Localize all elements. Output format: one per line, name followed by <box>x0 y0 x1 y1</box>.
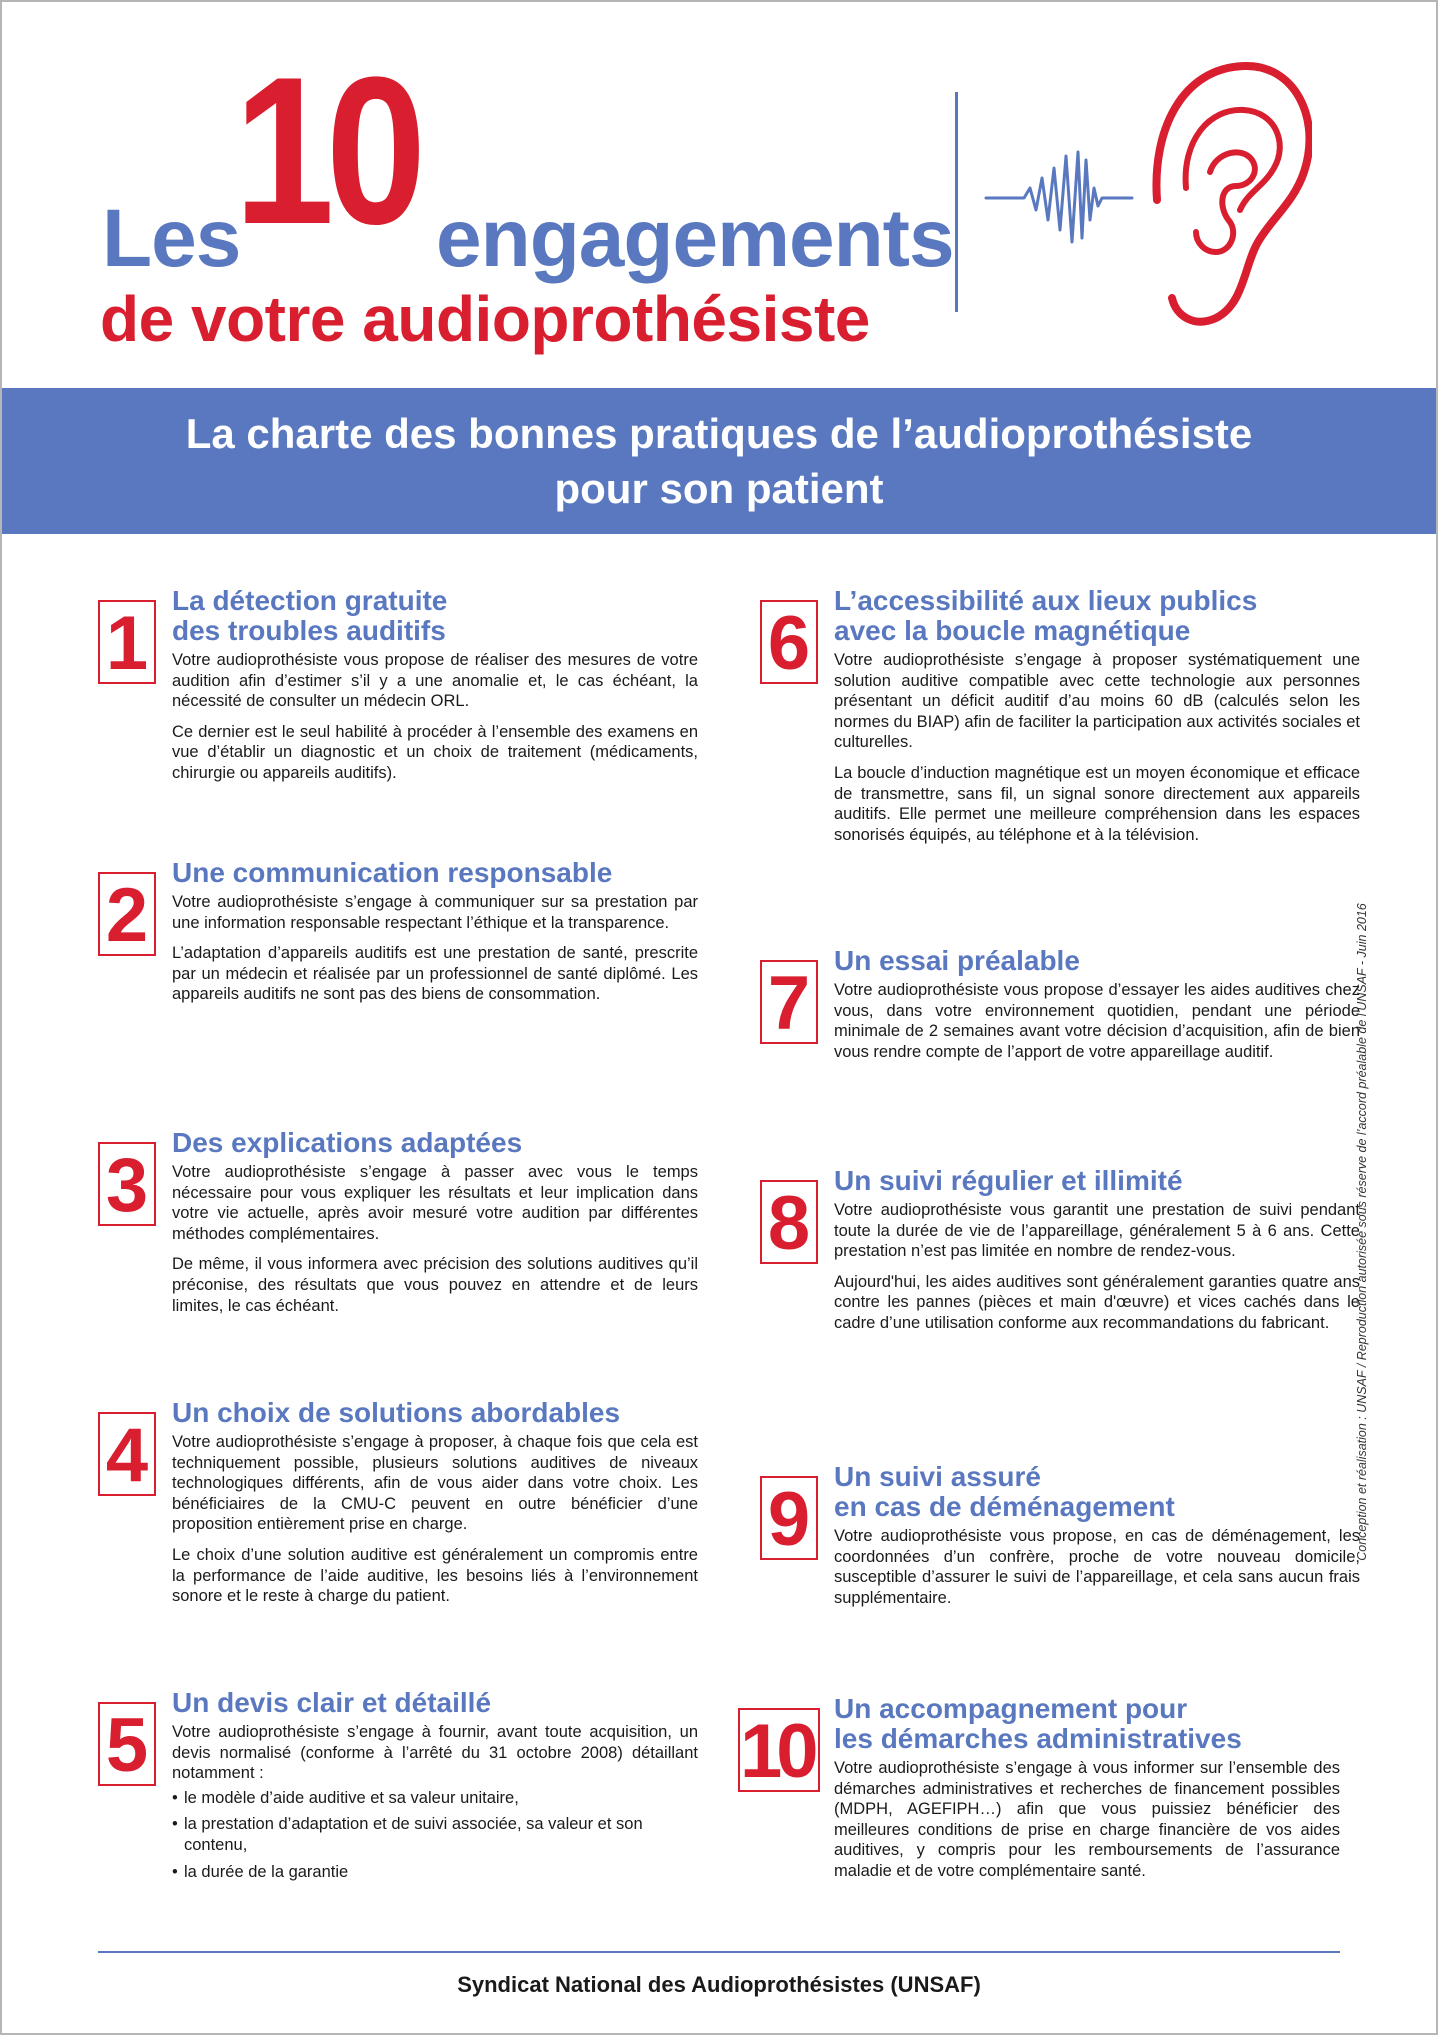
item-title <box>834 1166 1360 1196</box>
item-number-box: 3 <box>98 1142 156 1226</box>
item-bullet: • la durée de la garantie <box>172 1862 698 1883</box>
item-title-line: Une communication responsable <box>172 857 613 888</box>
item-title-line: avec la boucle magnétique <box>834 615 1191 646</box>
item-title <box>172 1398 698 1428</box>
item-text <box>172 1162 698 1316</box>
item-text <box>834 980 1360 1062</box>
item-text <box>834 650 1360 845</box>
item-number-box: 7 <box>760 960 818 1044</box>
item-title <box>834 1462 1360 1522</box>
item-paragraph: Votre audioprothésiste s’engage à vous informer sur l’ensemble des démarches administratives et recherches de financement possibles (MDPH, AGEFIPH…) afin que vous puissiez bénéficier des meilleures conditions de prise en charge financière de vos aides auditives, y compris pour les remboursements de l’assurance maladie et de votre complémentaire santé. <box>834 1759 1340 1880</box>
item-text <box>172 1722 698 1882</box>
item-title-line: Un essai préalable <box>834 945 1080 976</box>
item-paragraph: Votre audioprothésiste vous garantit une prestation de suivi pendant toute la durée de vie de l’appareillage, généralement 5 à 6 ans. Cette prestation n’est pas limitée en nombre de rendez-vous. <box>834 1201 1360 1261</box>
item-text <box>172 1432 698 1607</box>
item-title-line: L’accessibilité aux lieux publics <box>834 585 1258 616</box>
item-paragraph: Votre audioprothésiste s’engage à proposer systématiquement une solution auditive compatible avec cette technologie aux personnes présentant un déficit auditif d’au moins 60 dB (calculés selon les normes du BIAP) afin de faciliter la participation aux activités sociales et culturelles. <box>834 651 1360 752</box>
item-title <box>172 1688 698 1718</box>
item-paragraph: Ce dernier est le seul habilité à procéder à l’ensemble des examens en vue d’établir un diagnostic et un choix de traitement (médicaments, chirurgie ou appareils auditifs). <box>172 722 698 782</box>
item-title <box>172 586 698 646</box>
item-paragraph: L’adaptation d’appareils auditifs est une prestation de santé, prescrite par un médecin et réalisée par un professionnel de santé diplômé. Les appareils auditifs ne sont pas des biens de consommation. <box>172 944 698 1004</box>
item-title-line: Un choix de solutions abordables <box>172 1397 621 1428</box>
item-paragraph: Votre audioprothésiste s’engage à fournir, avant toute acquisition, un devis normalisé (conforme à l’arrêté du 31 octobre 2008) détaillant notamment : <box>172 1723 698 1783</box>
item-title-line: Un accompagnement pour <box>834 1693 1188 1724</box>
item-title-line: La détection gratuite <box>172 585 448 616</box>
item-bullet-list <box>172 1788 698 1882</box>
item-number-box: 2 <box>98 872 156 956</box>
item-title-line: des troubles auditifs <box>172 615 446 646</box>
item-paragraph: Votre audioprothésiste vous propose de réaliser des mesures de votre audition afin d’estimer s’il y a une anomalie et, le cas échéant, la nécessité de consulter un médecin ORL. <box>172 651 698 711</box>
poster-title <box>98 33 954 355</box>
side-credit: Conception et réalisation : UNSAF / Reproduction autorisée sous réserve de l’accord préalable de l’UNSAF - Juin 2016 <box>1355 903 1369 1561</box>
item-body <box>172 1398 698 1617</box>
soundwave-icon <box>986 152 1132 242</box>
item-number-box: 9 <box>760 1476 818 1560</box>
item-number-box: 6 <box>760 600 818 684</box>
item-title <box>834 1694 1340 1754</box>
item-title-line: en cas de déménagement <box>834 1491 1175 1522</box>
item-paragraph: De même, il vous informera avec précision des solutions auditives qu’il préconise, des résultats que vous pouvez en attendre et de leurs limites, le cas échéant. <box>172 1255 698 1315</box>
item-paragraph: Aujourd'hui, les aides auditives sont généralement garanties quatre ans contre les pannes (pièces et main d'œuvre) et vices cachés dans le cadre d’une utilisation conforme aux recommandations du fabricant. <box>834 1272 1360 1332</box>
item-body <box>834 586 1360 855</box>
item-body <box>834 946 1360 1072</box>
item-paragraph: Votre audioprothésiste vous propose d’essayer les aides auditives chez vous, dans votre environnement quotidien, pendant une période minimale de 2 semaines avant votre décision d’acquisition, afin de bien vous rendre compte de l’apport de votre appareillage auditif. <box>834 981 1360 1061</box>
item-paragraph: Votre audioprothésiste s’engage à passer avec vous le temps nécessaire pour vous expliquer les résultats et leur implication dans votre vie actuelle, après avoir mesuré votre audition par différentes méthodes complémentaires. <box>172 1163 698 1243</box>
item-title-line: Un suivi assuré <box>834 1461 1041 1492</box>
item-title-line: Des explications adaptées <box>172 1127 523 1158</box>
item-number-box: 5 <box>98 1702 156 1786</box>
item-body <box>172 586 698 794</box>
item-title-line: Un devis clair et détaillé <box>172 1687 492 1718</box>
item-number-box: 1 <box>98 600 156 684</box>
item-bullet: • le modèle d’aide auditive et sa valeur unitaire, <box>172 1788 698 1809</box>
item-body <box>172 858 698 1015</box>
title-subtitle: de votre audioprothésiste <box>100 283 870 355</box>
item-number-box: 10 <box>738 1708 820 1792</box>
item-paragraph: Votre audioprothésiste vous propose, en cas de déménagement, les coordonnées d’un confrère, proche de votre nouveau domicile, susceptible d’assurer le suivi de l’appareillage, et cela sans aucun frais supplémentaire. <box>834 1527 1360 1607</box>
header-divider <box>955 92 958 312</box>
banner-line-2: pour son patient <box>554 465 884 512</box>
item-body <box>834 1462 1360 1618</box>
item-paragraph: Votre audioprothésiste s’engage à communiquer sur sa prestation par une information responsable respectant l’éthique et la transparence. <box>172 893 698 932</box>
item-body <box>834 1694 1340 1892</box>
item-text <box>834 1526 1360 1608</box>
item-body <box>172 1128 698 1326</box>
item-title <box>834 586 1360 646</box>
item-paragraph: Le choix d’une solution auditive est généralement un compromis entre la performance de l’aide auditive, les besoins liés à l’environnement sonore et le reste à charge du patient. <box>172 1545 698 1606</box>
item-text <box>834 1758 1340 1882</box>
item-number-box: 4 <box>98 1412 156 1496</box>
banner-line-1: La charte des bonnes pratiques de l’audioprothésiste <box>185 410 1253 457</box>
item-body <box>834 1166 1360 1344</box>
footer-divider <box>98 1951 1340 1953</box>
charter-banner <box>2 388 1436 534</box>
item-bullet: • la prestation d’adaptation et de suivi associée, sa valeur et son contenu, <box>172 1814 698 1855</box>
title-engagements: engagements <box>436 193 954 284</box>
title-les: Les <box>102 193 241 284</box>
item-number-box: 8 <box>760 1180 818 1264</box>
item-title <box>834 946 1360 976</box>
ear-illustration <box>982 60 1312 330</box>
item-title <box>172 1128 698 1158</box>
item-title <box>172 858 698 888</box>
title-number: 10 <box>234 33 418 268</box>
item-text <box>834 1200 1360 1334</box>
ear-icon <box>1156 66 1309 322</box>
item-title-line: les démarches administratives <box>834 1723 1242 1754</box>
item-body <box>172 1688 698 1888</box>
footer-organization: Syndicat National des Audioprothésistes (UNSAF) <box>457 1972 981 1997</box>
item-paragraph: Votre audioprothésiste s’engage à proposer, à chaque fois que cela est techniquement possible, plusieurs solutions auditives de niveaux technologiques différents, afin de vous aider dans votre choix. Les bénéficiaires de la CMU-C peuvent en outre bénéficier d’une proposition entièrement prise en charge. <box>172 1433 698 1534</box>
item-paragraph: La boucle d’induction magnétique est un moyen économique et efficace de transmettre, sans fil, un signal sonore directement aux appareils auditifs. Elle permet une meilleure compréhension dans les espaces sonorisés équipés, au téléphone et à la télévision. <box>834 763 1360 844</box>
item-title-line: Un suivi régulier et illimité <box>834 1165 1183 1196</box>
item-text <box>172 650 698 784</box>
item-text <box>172 892 698 1005</box>
